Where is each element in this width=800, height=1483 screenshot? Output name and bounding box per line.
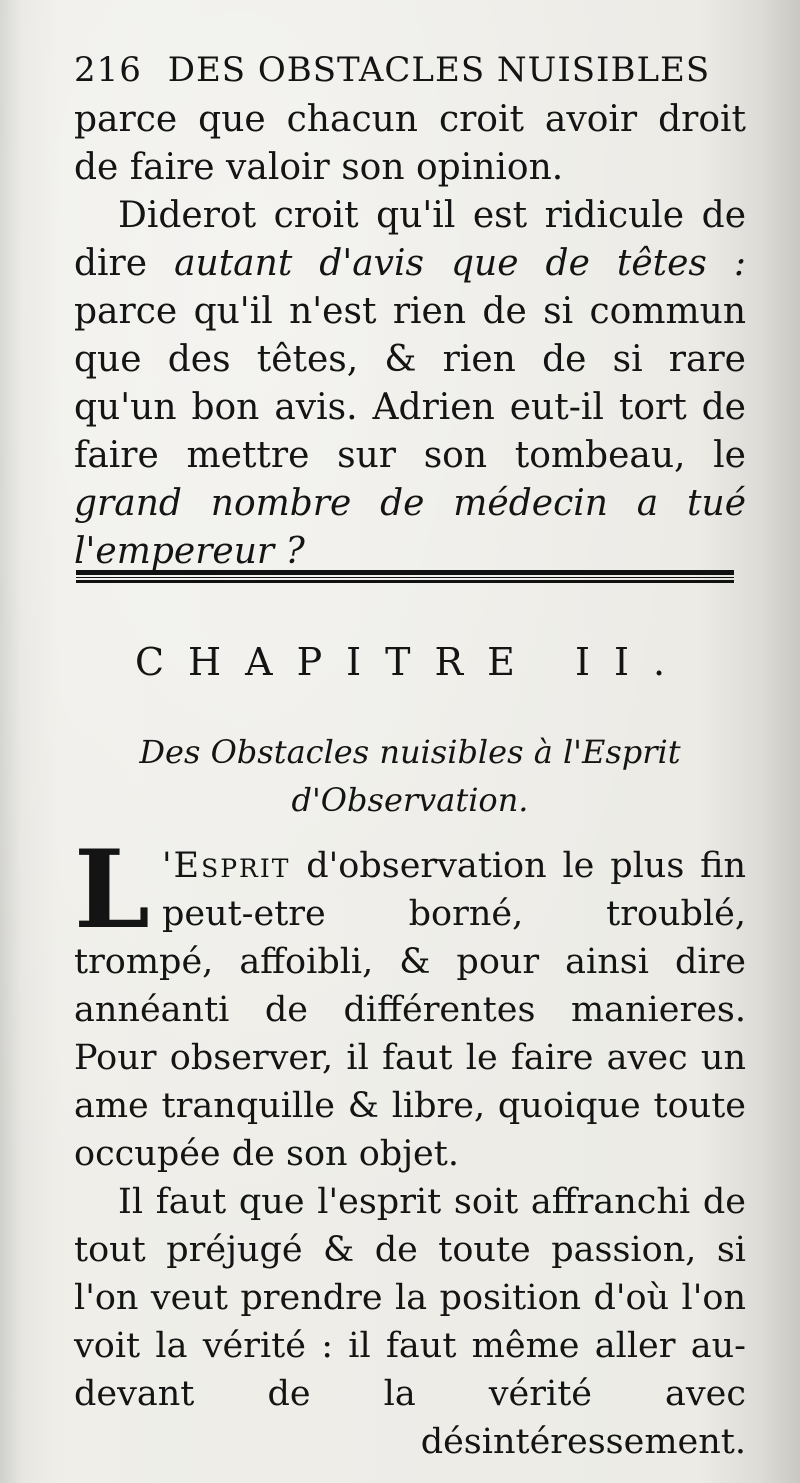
adrien-epitaph: grand nombre de médecin a tué l'empereur ?	[74, 483, 746, 572]
second-paragraph: Il faut que l'esprit soit affranchi de tout préjugé & de toute passion, si l'on veut prendre la position d'où l'on voit la vérité : il faut même aller au-devant de la vérité avec désintéressement.	[74, 1182, 746, 1462]
page-number: 216	[74, 50, 142, 90]
diderot-text-1: Diderot croit qu'il est ridicule de dire	[74, 195, 746, 284]
opening-smallcaps: 'Esprit	[161, 846, 291, 886]
diderot-paragraph	[74, 192, 746, 576]
opening-paragraph-text: d'observation le plus fin peut-etre borné, troublé, trompé, affoibli, & pour ainsi dire annéanti de différentes manieres. Pour observer, il faut le faire avec un ame tranquille & libre, quoique toute occupée de son objet.	[74, 846, 746, 1174]
chapter-body	[74, 827, 746, 1466]
chapter-subtitle: Des Obstacles nuisibles à l'Esprit d'Observation.	[139, 733, 681, 819]
drop-cap: L	[74, 827, 150, 953]
chapter-divider-rule	[76, 570, 734, 583]
continuation-text	[74, 96, 746, 576]
diderot-text-2: parce qu'il n'est rien de si commun que des têtes, & rien de si rare qu'un bon avis. Adrien eut-il tort de faire mettre sur son tombeau, le	[74, 291, 746, 476]
running-title: DES OBSTACLES NUISIBLES	[167, 50, 711, 90]
running-header	[74, 50, 754, 90]
diderot-quote: autant d'avis que de têtes :	[174, 243, 746, 284]
continuation-line: parce que chacun croit avoir droit de faire valoir son opinion.	[74, 99, 746, 188]
opening-paragraph	[74, 827, 746, 1178]
chapter-heading: CHAPITRE II.	[134, 640, 690, 684]
